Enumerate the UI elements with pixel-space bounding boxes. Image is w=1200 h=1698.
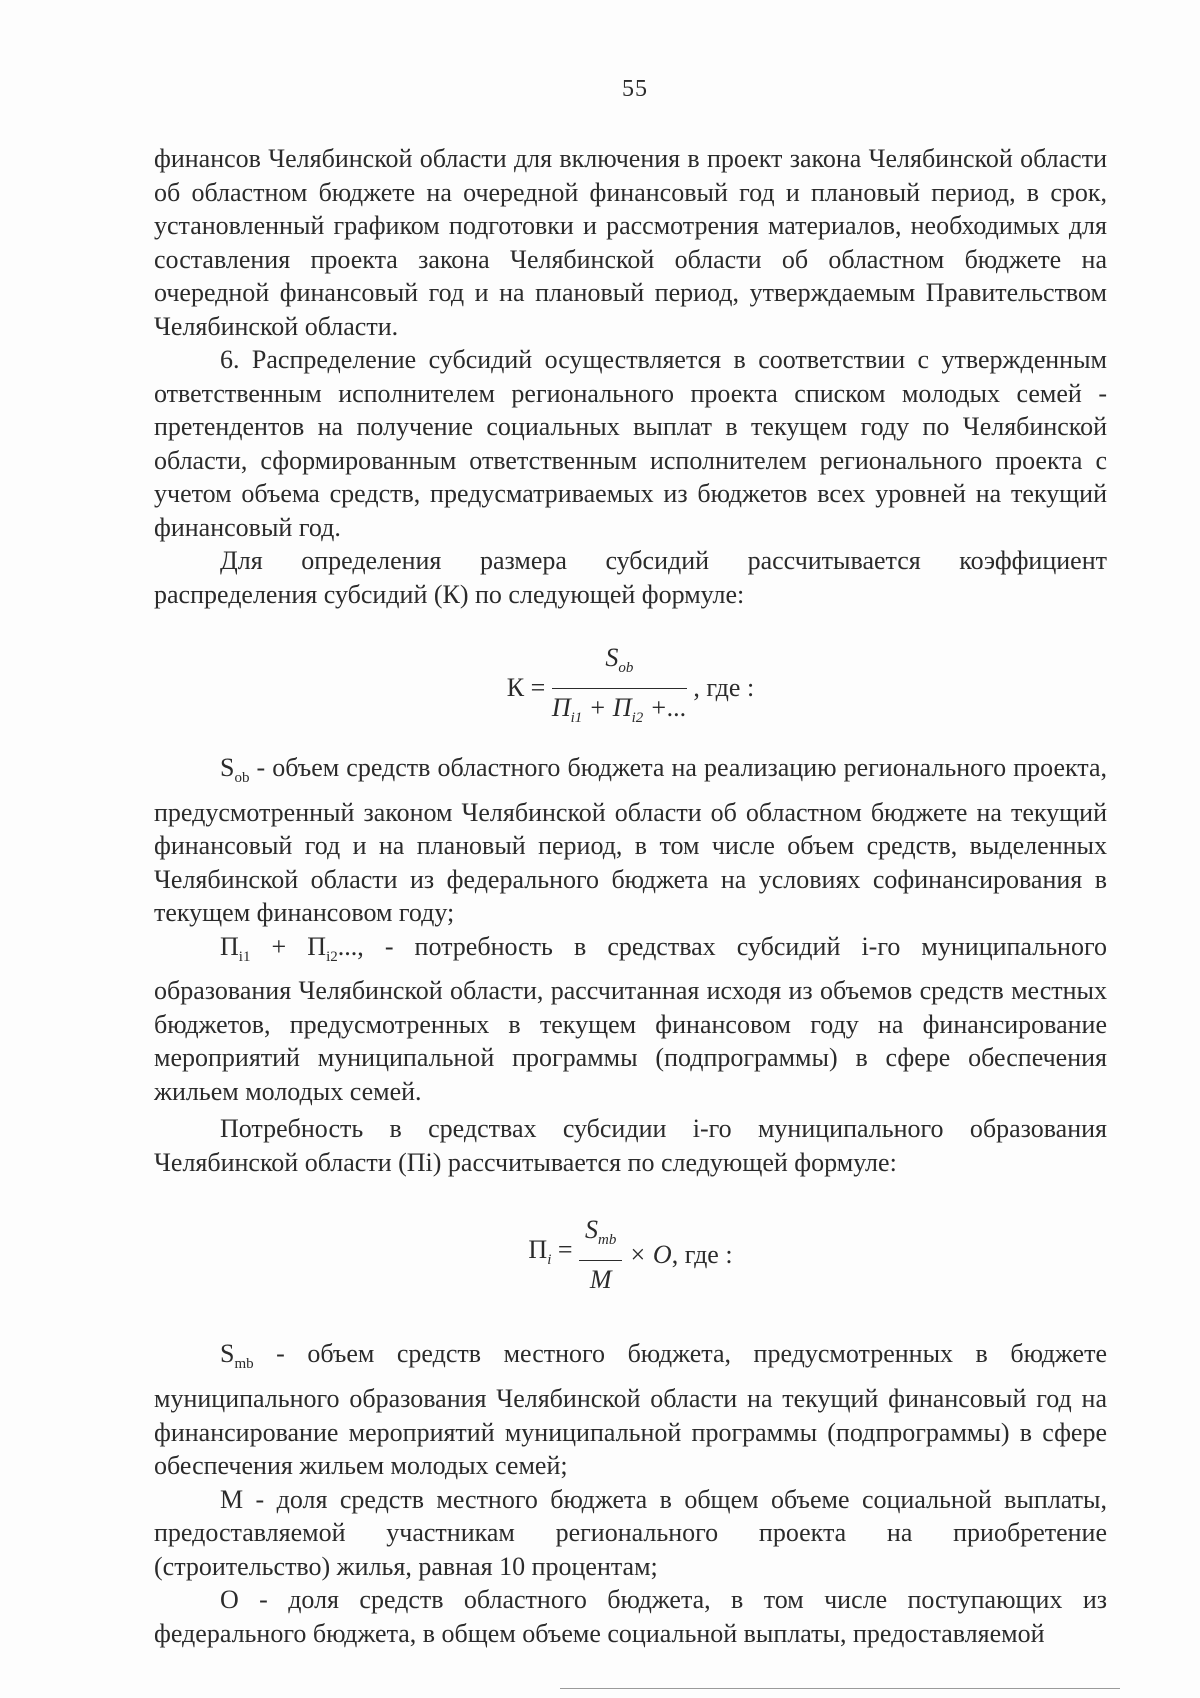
page-number: 55 <box>622 76 648 102</box>
paragraph-o-definition: О - доля средств областного бюджета, в том числе поступающих из федерального бюджета, в общем объеме социальной выплаты, предоставляемой <box>154 1585 1107 1648</box>
formula-1-numerator <box>552 641 687 689</box>
formula-2-num-subscript: mb <box>598 1232 617 1249</box>
formula-1-fraction <box>552 641 687 735</box>
paragraph-2: 6. Распределение субсидий осуществляется в соответствии с утвержденным ответственным исполнителем регионального проекта списком молодых семей - претендентов на получение социальных выплат в текущем году по Челябинской области, сформированным ответственным исполнителем регионального проекта с учетом объема средств, предусматриваемых из бюджетов всех уровней на текущий финансовый год. <box>154 345 1107 542</box>
formula-2-rhs: , где : <box>671 1240 733 1270</box>
formula-1-denominator <box>552 689 687 736</box>
paragraph-sob-definition <box>154 751 1107 930</box>
paragraph-6: Потребность в средствах субсидии i-го муниципального образования Челябинской области (Пi) рассчитывается по следующей формуле: <box>154 1114 1107 1177</box>
formula-1-den-symbol-1: П <box>551 692 571 722</box>
pi-subscript-1: i1 <box>238 948 251 965</box>
formula-1-den-subscript-2: i2 <box>631 709 644 726</box>
document-body <box>154 142 1107 1650</box>
paragraph-1: финансов Челябинской области для включения в проект закона Челябинской области об областном бюджете на очередной финансовый год и плановый период, в срок, установленный графиком подготовки и рассмотрения материалов, необходимых для составления проекта закона Челябинской области об областном бюджете на очередной финансовый год и на плановый период, утверждаемым Правительством Челябинской области. <box>154 144 1107 341</box>
formula-2-denominator: M <box>589 1265 612 1295</box>
pi-text: ..., - потребность в средствах субсидий i-го муниципального образования Челябинской области, рассчитанная исходя из объемов средств местных бюджетов, предусмотренных в текущем финансовом году на финансирование мероприятий муниципальной программы (подпрограммы) в сфере обеспечения жильем молодых семей. <box>154 931 1107 1106</box>
paragraph-pi-definition <box>154 930 1107 1109</box>
formula-2-num-symbol: S <box>585 1215 599 1245</box>
formula-coefficient-k <box>154 641 1107 726</box>
formula-1-den-tail: +... <box>643 692 687 722</box>
sob-text: - объем средств областного бюджета на реализацию регионального проекта, предусмотренный законом Челябинской области об областном бюджете на текущий финансовый год и на плановый период, в том числе объем средств, выделенных Челябинской области из федерального бюджета на условиях софинансирования в текущем финансовом году; <box>154 753 1107 928</box>
formula-2-lhs-symbol: П <box>528 1234 548 1264</box>
formula-1-rhs: , где : <box>693 673 755 703</box>
formula-pi <box>154 1213 1107 1295</box>
smb-symbol: S <box>220 1339 235 1369</box>
formula-2-fraction <box>579 1213 622 1296</box>
pi-symbol: П <box>220 931 239 961</box>
bottom-rule <box>560 1688 1120 1689</box>
pi-plus: + П <box>250 931 327 961</box>
paragraph-3: Для определения размера субсидий рассчитывается коэффициент распределения субсидий (К) по следующей формуле: <box>154 546 1107 609</box>
formula-1-num-symbol: S <box>605 643 619 672</box>
paragraph-m-definition: М - доля средств местного бюджета в общем объеме социальной выплаты, предоставляемой участникам регионального проекта на приобретение (строительство) жилья, равная 10 процентам; <box>154 1484 1107 1581</box>
smb-subscript: mb <box>234 1356 254 1373</box>
formula-2-lhs-subscript: i <box>547 1251 552 1268</box>
formula-2-multiplier: × O <box>628 1240 672 1270</box>
formula-2-equals: = <box>551 1234 573 1264</box>
pi-subscript-2: i2 <box>326 948 338 965</box>
smb-text: - объем средств местного бюджета, предусмотренных в бюджете муниципального образования Челябинской области на текущий финансовый год на финансирование мероприятий муниципальной программы (подпрограммы) в сфере обеспечения жильем молодых семей; <box>154 1339 1107 1481</box>
formula-2-numerator <box>579 1213 622 1261</box>
paragraph-smb-definition <box>154 1337 1107 1482</box>
formula-1-den-plus: + П <box>582 692 632 722</box>
formula-1-lhs: К = <box>506 673 546 703</box>
formula-1-den-subscript-1: i1 <box>570 709 583 726</box>
formula-2-lhs <box>528 1233 572 1278</box>
formula-1-num-subscript: ob <box>618 660 634 677</box>
sob-subscript: ob <box>234 770 250 787</box>
sob-symbol: S <box>220 753 235 782</box>
